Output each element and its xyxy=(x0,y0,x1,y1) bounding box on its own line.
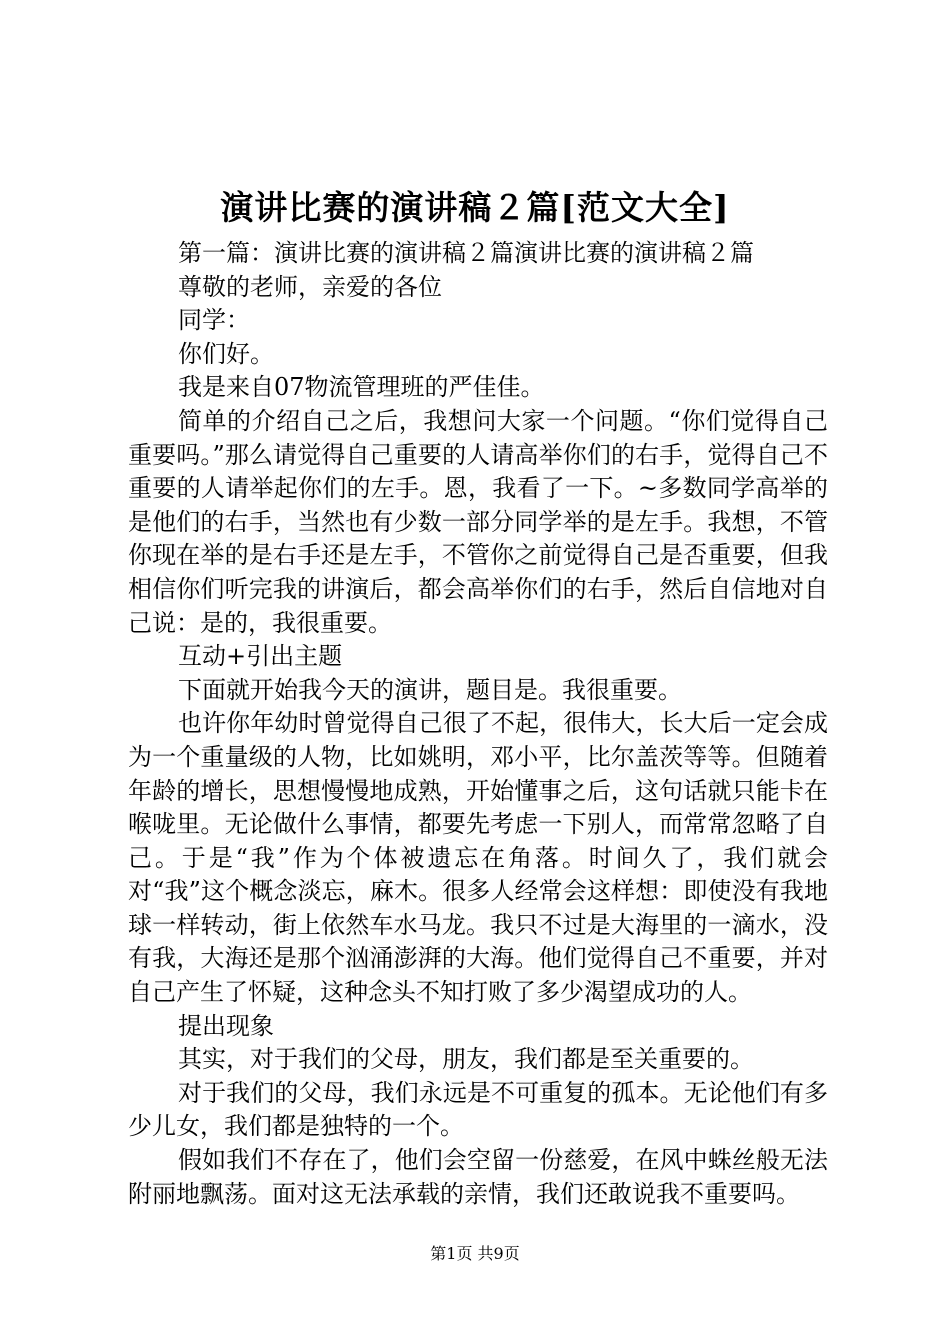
paragraph: 提出现象 xyxy=(178,1011,274,1040)
document-body xyxy=(128,237,828,1211)
paragraph: 同学： xyxy=(178,306,250,335)
paragraph: 第一篇：演讲比赛的演讲稿２篇演讲比赛的演讲稿２篇 xyxy=(178,239,754,267)
paragraph: 假如我们不存在了，他们会空留一份慈爱，在风中蛛丝般无法附丽地飘荡。面对这无法承载的亲情，我们还敢说我不重要吗。 xyxy=(128,1146,828,1208)
paragraph: 互动+引出主题 xyxy=(178,642,343,671)
paragraph: 其实，对于我们的父母，朋友，我们都是至关重要的。 xyxy=(178,1045,754,1074)
page-footer: 第1页 共9页 xyxy=(430,1244,520,1263)
paragraph: 对于我们的父母，我们永远是不可重复的孤本。无论他们有多少儿女，我们都是独特的一个。 xyxy=(128,1078,828,1141)
paragraph: 尊敬的老师，亲爱的各位 xyxy=(178,272,442,301)
paragraph: 你们好。 xyxy=(178,339,274,368)
paragraph: 我是来自07物流管理班的严佳佳。 xyxy=(178,373,545,402)
paragraph: 简单的介绍自己之后，我想问大家一个问题。“你们觉得自己重要吗。”那么请觉得自己重要的人请高举你们的右手，觉得自己不重要的人请举起你们的左手。恩，我看了一下。~多数同学高举的是他们的右手，当然也有少数一部分同学举的是左手。我想，不管你现在举的是右手还是左手，不管你之前觉得自己是否重要，但我相信你们听完我的讲演后，都会高举你们的右手，然后自信地对自己说：是的，我很重要。 xyxy=(128,406,828,637)
paragraph: 下面就开始我今天的演讲，题目是。我很重要。 xyxy=(178,675,682,704)
document-title: 演讲比赛的演讲稿２篇[范文大全] xyxy=(220,188,730,227)
paragraph: 也许你年幼时曾觉得自己很了不起，很伟大，长大后一定会成为一个重量级的人物，比如姚明，邓小平，比尔盖茨等等。但随着年龄的增长，思想慢慢地成熟，开始懂事之后，这句话就只能卡在喉咙里。无论做什么事情，都要先考虑一下别人，而常常忽略了自己。于是“我”作为个体被遗忘在角落。时间久了，我们就会对“我”这个概念淡忘，麻木。很多人经常会这样想：即使没有我地球一样转动，街上依然车水马龙。我只不过是大海里的一滴水，没有我，大海还是那个汹涌澎湃的大海。他们觉得自己不重要，并对自己产生了怀疑，这种念头不知打败了多少渴望成功的人。 xyxy=(128,709,828,1007)
